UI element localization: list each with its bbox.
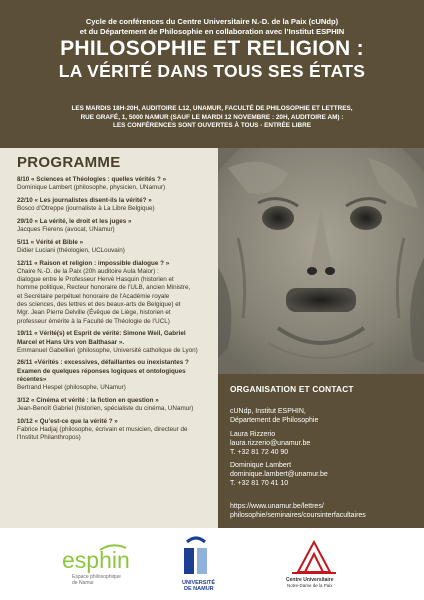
event-speaker: Fabrice Hadjaj (philosophe, écrivain et musicien, directeur de xyxy=(17,426,188,434)
event-speaker: Jacques Fierens (avocat, UNamur) xyxy=(17,226,115,234)
svg-text:UNIVERSITÉ: UNIVERSITÉ xyxy=(182,580,216,586)
organisation-contact-panel xyxy=(218,374,424,528)
event-speaker: et Secrétaire perpétuel honoraire de l’Académie royale xyxy=(17,292,170,300)
event-title: 3/12 « Cinéma et vérité : la fiction en question » xyxy=(17,396,159,404)
event-item xyxy=(17,239,215,256)
svg-text:esphin: esphin xyxy=(62,547,130,573)
svg-text:de Namur: de Namur xyxy=(72,580,94,586)
organisers: cUNdp, Institut ESPHIN, Département de Philosophie xyxy=(230,408,319,424)
poster-subtitle: LA VÉRITÉ DANS TOUS SES ÉTATS xyxy=(58,61,366,81)
stone-face-photo xyxy=(218,148,424,374)
header-banner xyxy=(0,0,424,148)
programme-panel xyxy=(0,148,218,528)
event-item xyxy=(17,197,215,214)
event-title: Examen de quelques réponses logiques et ontologiques xyxy=(17,367,186,375)
organisation-title: ORGANISATION ET CONTACT xyxy=(230,384,354,394)
event-item xyxy=(17,397,215,414)
event-speaker: Emmanuel Gabellieri (philosophe, Université catholique de Lyon) xyxy=(17,346,198,354)
event-speaker: Didier Luciani (théologien, UCLouvain) xyxy=(17,246,125,254)
programme-title: PROGRAMME xyxy=(17,154,121,171)
organizers-intro: Cycle de conférences du Centre Universitaire N.-D. de la Paix (cUNdp) et du Département de Philosophie en collaboration avec l’Institut ESPHIN xyxy=(79,17,345,36)
event-title: 8/10 « Sciences et Théologies : quelles vérités ? » xyxy=(17,176,167,183)
unamur-logo xyxy=(182,538,215,592)
partner-logos xyxy=(0,528,424,600)
svg-text:DE NAMUR: DE NAMUR xyxy=(184,586,214,592)
event-title: 5/11 « Vérité et Bible » xyxy=(17,238,84,246)
event-item xyxy=(17,418,215,443)
event-item xyxy=(17,218,215,235)
event-title: récentes» xyxy=(17,376,47,384)
svg-text:Espace philosophique: Espace philosophique xyxy=(72,574,121,580)
event-speaker: Jean-Benoît Gabriel (historien, spécialiste du cinéma, UNamur) xyxy=(17,405,194,413)
event-item xyxy=(17,176,215,193)
email-link[interactable]: laura.rizzerio@unamur.be xyxy=(230,440,311,447)
event-item xyxy=(17,330,215,355)
logo-strip xyxy=(0,528,424,600)
contact-lambert: Dominique Lambert dominique.lambert@unamur.be T. +32 81 70 41 10 xyxy=(230,462,328,487)
bocca-della-verita-image xyxy=(218,148,424,374)
event-speaker: des sciences, des lettres et des beaux-arts de Belgique) et xyxy=(17,301,181,309)
event-title: 22/10 « Les journalistes disent-ils la vérité? » xyxy=(17,196,152,204)
event-speaker: Bosco d’Otreppe (journaliste à La Libre Belgique) xyxy=(17,205,155,213)
esphin-logo xyxy=(62,545,130,586)
event-speaker: Chaire N.-D. de la Paix (20h auditoire Aula Maior) : xyxy=(17,267,159,275)
poster-title: PHILOSOPHIE ET RELIGION : xyxy=(60,37,364,60)
event-title: 29/10 « La vérité, le droit et les juges » xyxy=(17,217,132,225)
event-speaker: Dominique Lambert (philosophe, physicien, UNamur) xyxy=(17,184,166,192)
centre-universitaire-logo xyxy=(286,542,336,588)
website-link[interactable]: https://www.unamur.be/lettres/ philosophie/seminaires/coursinterfacultaires xyxy=(230,503,366,519)
event-list xyxy=(17,176,215,447)
svg-text:Centre Universitaire: Centre Universitaire xyxy=(286,577,334,583)
event-speaker: homme politique, Recteur honoraire de l’ULB, ancien Ministre, xyxy=(17,284,191,292)
event-speaker: professeur émérite à la Faculté de Théologie de l’UCL) xyxy=(17,317,170,325)
event-title: 10/12 « Qu’est-ce que la vérité ? » xyxy=(17,417,118,425)
contact-rizzerio: Laura Rizzerio laura.rizzerio@unamur.be T. +32 81 72 40 90 xyxy=(230,431,311,456)
event-speaker: dialogue entre le Professeur Hervé Hasquin (historien et xyxy=(17,276,174,284)
event-title: 12/11 « Raison et religion : impossible dialogue ? » xyxy=(17,259,170,267)
email-link[interactable]: dominique.lambert@unamur.be xyxy=(230,471,328,478)
event-title: Marcel et Hans Urs von Balthasar ». xyxy=(17,338,125,346)
event-speaker: Mgr. Jean Pierre Delville (Évêque de Liège, historien et xyxy=(17,309,171,317)
venue-info: LES MARDIS 18H-20H, AUDITOIRE L12, UNAMUR, FACULTÉ DE PHILOSOPHIE ET LETTRES, RUE GRAFÉ, 1, 5000 NAMUR (SAUF LE MARDI 12 NOVEMBRE : 20H, AUDITOIRE AM) : LES CONFÉRENCES SONT OUVERTES À TOUS - ENTRÉE LIBRE xyxy=(71,105,353,130)
event-speaker: l’Institut Philanthropos) xyxy=(17,434,81,442)
event-speaker: Bertrand Hespel (philosophe, UNamur) xyxy=(17,384,126,392)
event-title: 26/11 «Vérités : excessives, défaillantes ou inexistantes ? xyxy=(17,359,189,367)
svg-text:Notre-Dame de la Paix: Notre-Dame de la Paix xyxy=(287,583,333,588)
event-title: 19/11 « Vérité(s) et Esprit de vérité: Simone Weil, Gabriel xyxy=(17,330,186,338)
event-item xyxy=(17,260,215,326)
event-item xyxy=(17,359,215,392)
